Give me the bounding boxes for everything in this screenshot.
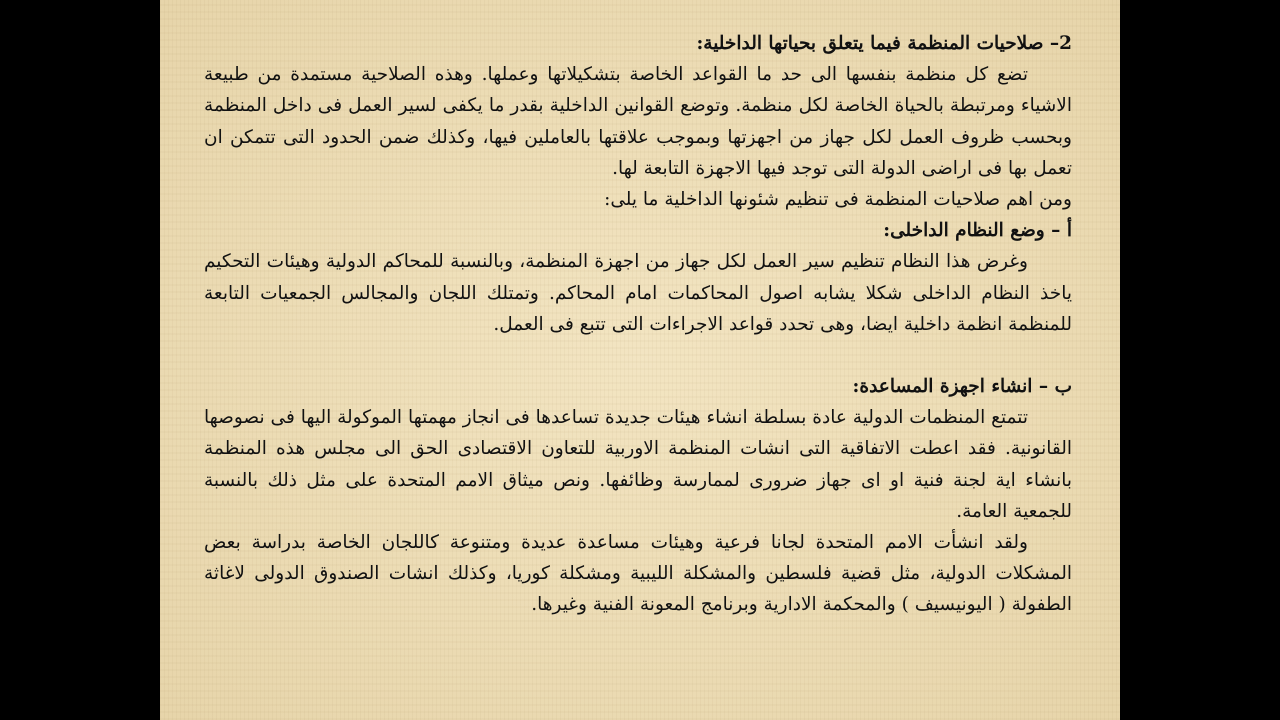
sub-a-paragraph: وغرض هذا النظام تنظيم سير العمل لكل جهاز من اجهزة المنظمة، وبالنسبة للمحاكم الدولية وهيئات التحكيم ياخذ النظام الداخلى شكلا يشابه اصول المحاكمات امام المحاكم. وتمتلك اللجان والمجالس الجمعيات التابعة للمنظمة انظمة داخلية ايضا، وهى تحدد قواعد الاجراءات التى تتبع فى العمل. <box>204 251 1072 335</box>
slide <box>160 0 1120 720</box>
paragraph-gap <box>204 340 1072 371</box>
intro-lead: ومن اهم صلاحيات المنظمة فى تنظيم شئونها الداخلية ما يلى: <box>604 189 1072 211</box>
sub-a-heading: أ – وضع النظام الداخلى: <box>883 220 1072 242</box>
sub-b-paragraph-1: تتمتع المنظمات الدولية عادة بسلطة انشاء هيئات جديدة تساعدها فى انجاز مهمتها الموكولة اليها فى نصوصها القانونية. فقد اعطت الاتفاقية التى انشات المنظمة الاوربية للتعاون الاقتصادى الحق الى مجلس هذه المنظمة بانشاء اية لجنة فنية او اى جهاز ضرورى لممارسة وظائفها. ونص ميثاق الامم المتحدة على مثل ذلك بالنسبة للجمعية العامة. <box>204 407 1072 522</box>
intro-paragraph: تضع كل منظمة بنفسها الى حد ما القواعد الخاصة بتشكيلاتها وعملها. وهذه الصلاحية مستمدة من طبيعة الاشياء ومرتبطة بالحياة الخاصة لكل منظمة. وتوضع القوانين الداخلية بقدر ما يكفى لسير العمل فى داخل المنظمة وبحسب ظروف العمل لكل جهاز من اجهزتها وبموجب علاقتها بالعاملين فيها، وكذلك ضمن الحدود التى تتمكن ان تعمل بها فى اراضى الدولة التى توجد فيها الاجهزة التابعة لها. <box>204 64 1072 179</box>
section-heading: 2– صلاحيات المنظمة فيما يتعلق بحياتها الداخلية: <box>696 33 1072 54</box>
slide-content <box>204 28 1072 621</box>
sub-b-paragraph-2: ولقد انشأت الامم المتحدة لجانا فرعية وهيئات مساعدة عديدة ومتنوعة كاللجان الخاصة بدراسة بعض المشكلات الدولية، مثل قضية فلسطين والمشكلة الليبية ومشكلة كوريا، وكذلك انشات الصندوق الدولى لاغاثة الطفولة ( اليونيسيف ) والمحكمة الادارية وبرنامج المعونة الفنية وغيرها. <box>204 532 1072 616</box>
sub-b-heading: ب – انشاء اجهزة المساعدة: <box>852 376 1072 398</box>
